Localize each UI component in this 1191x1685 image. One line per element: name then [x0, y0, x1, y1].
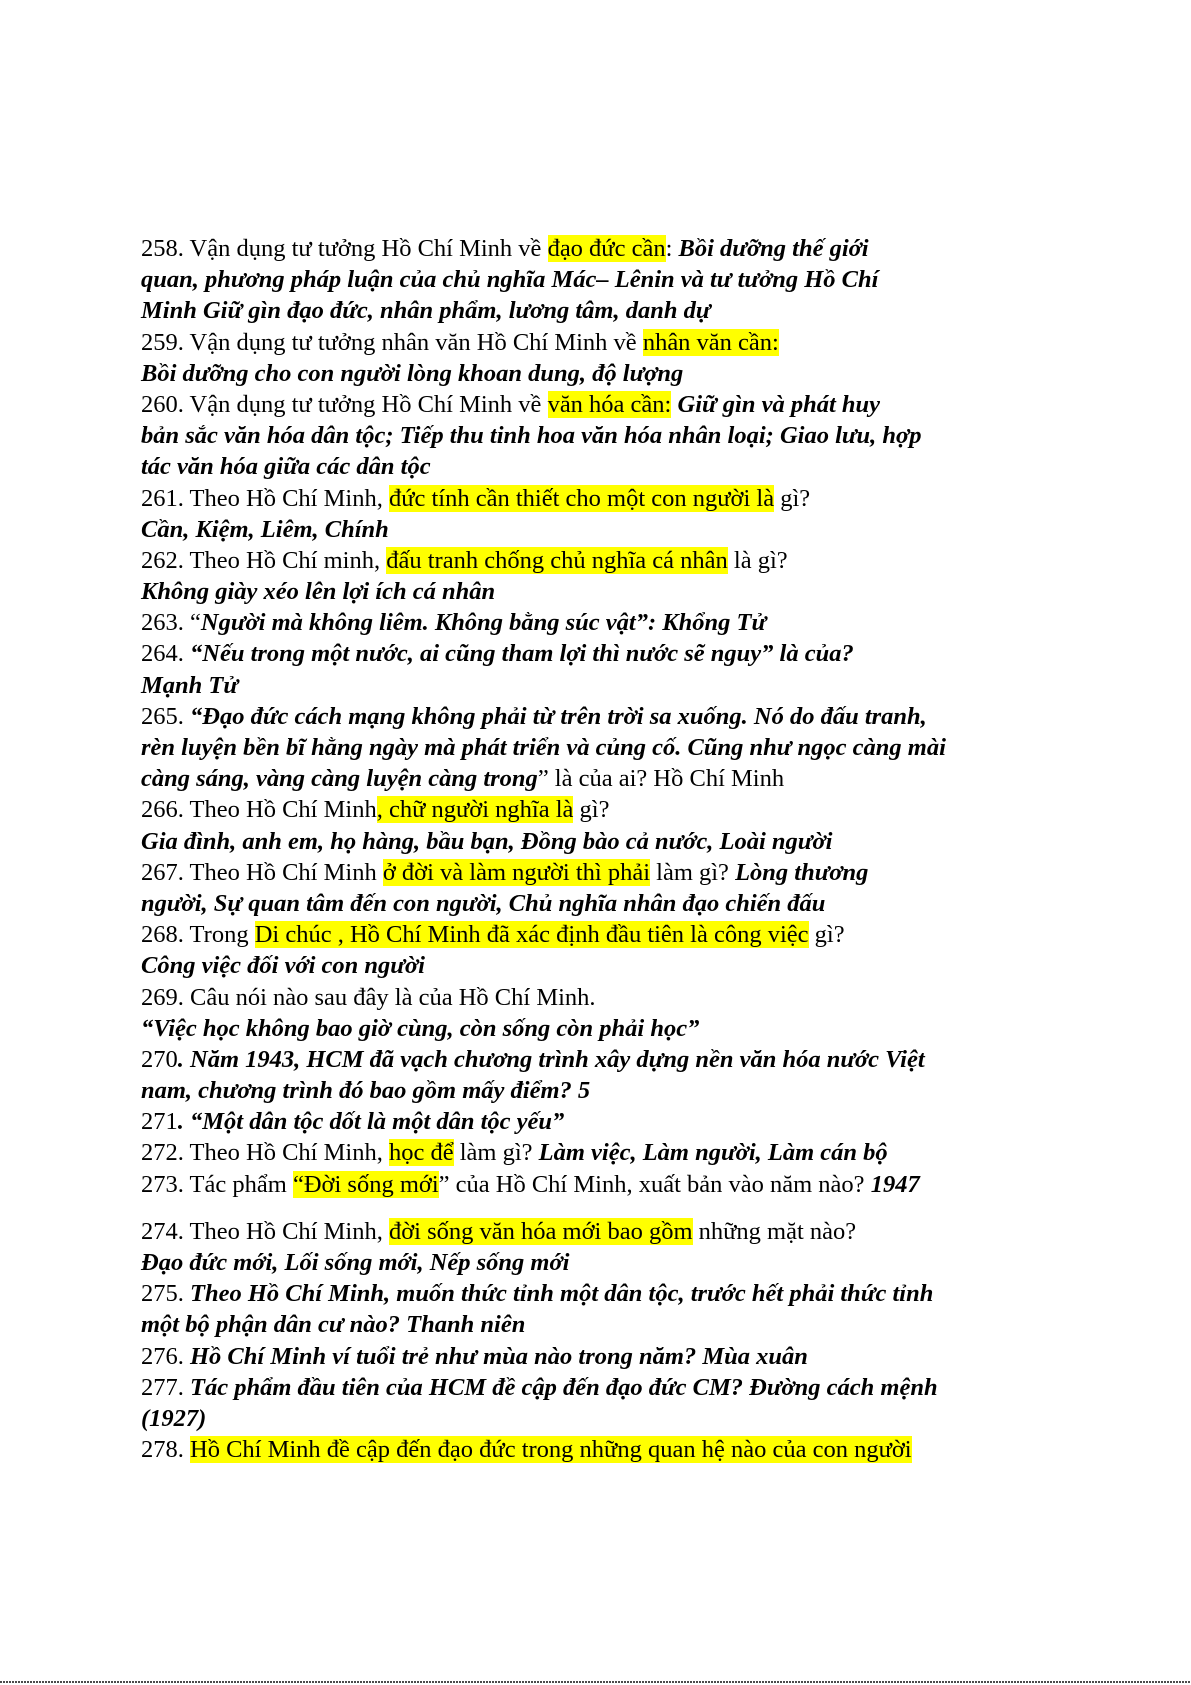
highlighted-text: đấu tranh chống chủ nghĩa cá nhân	[386, 546, 728, 574]
answer-text: 1947	[870, 1170, 920, 1198]
text-line	[141, 763, 1061, 794]
highlighted-text: Di chúc , Hồ Chí Minh đã xác định đầu tiên là công việc	[254, 921, 809, 949]
highlighted-text: học để	[388, 1139, 454, 1167]
text-line	[141, 732, 1061, 763]
text-line	[141, 1341, 1061, 1372]
text-line	[141, 919, 1061, 950]
answer-text: Bồi dưỡng thế giới	[678, 235, 869, 262]
answer-text: người, Sự quan tâm đến con người, Chủ nghĩa nhân đạo chiến đấu	[141, 889, 826, 917]
answer-text: Làm việc, Làm người, Làm cán bộ	[538, 1139, 888, 1167]
highlighted-text: Hồ Chí Minh đề cập đến đạo đức trong những quan hệ nào của con người	[190, 1436, 912, 1464]
text-line	[141, 1013, 1061, 1044]
answer-text: tác văn hóa giữa các dân tộc	[141, 453, 431, 481]
page-bottom-rule	[0, 1681, 1191, 1683]
text-line	[141, 514, 1061, 545]
answer-text: Người mà không liêm. Không bằng súc vật”: Khổng Tử	[200, 609, 767, 637]
answer-text: rèn luyện bền bĩ hằng ngày mà phát triển và củng cố. Cũng như ngọc càng mài	[141, 734, 946, 761]
text-line	[141, 1403, 1061, 1434]
question-text: 261. Theo Hồ Chí Minh,	[141, 484, 389, 512]
question-text: 275.	[141, 1280, 190, 1308]
question-text: 268. Trong	[141, 921, 255, 949]
text-line	[141, 483, 1061, 514]
answer-text: “Đạo đức cách mạng không phải từ trên trời sa xuống. Nó do đấu tranh,	[190, 702, 927, 730]
answer-text: “Nếu trong một nước, ai cũng tham lợi thì nước sẽ nguy” là của?	[190, 640, 854, 668]
question-text: 271	[141, 1108, 178, 1136]
answer-text: bản sắc văn hóa dân tộc; Tiếp thu tinh hoa văn hóa nhân loại; Giao lưu, hợp	[141, 422, 922, 450]
text-line	[141, 233, 1061, 264]
question-text: 276.	[141, 1342, 190, 1370]
text-line	[141, 670, 1061, 701]
question-text: 262. Theo Hồ Chí minh,	[141, 546, 387, 574]
text-line	[141, 1137, 1061, 1168]
question-text: ” của Hồ Chí Minh, xuất bản vào năm nào?	[438, 1170, 871, 1198]
highlighted-text: nhân văn cần:	[642, 328, 779, 356]
question-text: gì?	[808, 921, 845, 949]
highlighted-text: , chữ người nghĩa là	[376, 796, 574, 824]
text-line	[141, 295, 1061, 326]
answer-text: Bồi dưỡng cho con người lòng khoan dung, độ lượng	[141, 359, 684, 387]
text-line	[141, 888, 1061, 919]
paragraph-gap	[141, 1200, 1061, 1216]
question-text: 273. Tác phẩm	[141, 1170, 293, 1198]
answer-text: (1927)	[141, 1404, 207, 1432]
question-text: 265.	[141, 702, 190, 730]
text-line	[141, 1372, 1061, 1403]
answer-text: quan, phương pháp luận của chủ nghĩa Mác– Lênin và tư tưởng Hồ Chí	[141, 266, 879, 294]
text-line	[141, 1106, 1061, 1137]
question-text: làm gì?	[453, 1139, 539, 1167]
answer-text: . “Một dân tộc dốt là một dân tộc yếu”	[177, 1108, 565, 1136]
text-line	[141, 794, 1061, 825]
answer-text: “Việc học không bao giờ cùng, còn sống còn phải học”	[141, 1014, 700, 1042]
answer-text: Mạnh Tử	[141, 671, 239, 699]
answer-text: Tác phẩm đầu tiên của HCM đề cập đến đạo đức CM? Đường cách mệnh	[190, 1373, 938, 1401]
answer-text: Gia đình, anh em, họ hàng, bầu bạn, Đồng bào cả nước, Loài người	[141, 827, 833, 855]
question-text: làm gì?	[650, 858, 736, 886]
highlighted-text: đức tính cần thiết cho một con người là	[388, 484, 775, 512]
question-text: 260. Vận dụng tư tưởng Hồ Chí Minh về	[141, 390, 548, 418]
text-line	[141, 857, 1061, 888]
text-line	[141, 950, 1061, 981]
question-text: 270	[141, 1045, 178, 1073]
question-text: 269. Câu nói nào sau đây là của Hồ Chí Minh.	[141, 983, 596, 1011]
question-text: 267. Theo Hồ Chí Minh	[141, 858, 383, 886]
text-line	[141, 607, 1061, 638]
answer-text: Giữ gìn và phát huy	[677, 390, 881, 418]
question-text: 259. Vận dụng tư tưởng nhân văn Hồ Chí Minh về	[141, 328, 643, 356]
question-text: 263. “	[141, 609, 201, 637]
text-line	[141, 1169, 1061, 1200]
question-text: 277.	[141, 1373, 190, 1401]
answer-text: một bộ phận dân cư nào? Thanh niên	[141, 1311, 526, 1339]
text-line	[141, 389, 1061, 420]
text-line	[141, 576, 1061, 607]
text-line	[141, 451, 1061, 482]
text-line	[141, 264, 1061, 295]
answer-text: Minh Giữ gìn đạo đức, nhân phẩm, lương tâm, danh dự	[141, 297, 711, 325]
text-line	[141, 420, 1061, 451]
answer-text: . Năm 1943, HCM đã vạch chương trình xây dựng nền văn hóa nước Việt	[177, 1045, 925, 1073]
text-line	[141, 826, 1061, 857]
text-line	[141, 1434, 1061, 1465]
highlighted-text: văn hóa cần:	[547, 390, 672, 418]
text-line	[141, 701, 1061, 732]
answer-text: Công việc đối với con người	[141, 952, 425, 980]
document-body	[141, 233, 1061, 1465]
answer-text: Theo Hồ Chí Minh, muốn thức tỉnh một dân tộc, trước hết phải thức tỉnh	[190, 1280, 934, 1308]
text-line	[141, 1278, 1061, 1309]
text-line	[141, 1216, 1061, 1247]
text-line	[141, 545, 1061, 576]
text-line	[141, 1044, 1061, 1075]
question-text: 258. Vận dụng tư tưởng Hồ Chí Minh về	[141, 235, 548, 262]
text-line	[141, 1247, 1061, 1278]
answer-text: nam, chương trình đó bao gồm mấy điểm? 5	[141, 1077, 591, 1105]
highlighted-text: đời sống văn hóa mới bao gồm	[388, 1217, 693, 1245]
answer-text: Cần, Kiệm, Liêm, Chính	[141, 515, 389, 543]
question-text: 266. Theo Hồ Chí Minh	[141, 796, 377, 824]
answer-text: Không giày xéo lên lợi ích cá nhân	[141, 578, 496, 606]
question-text: 274. Theo Hồ Chí Minh,	[141, 1217, 389, 1245]
text-line	[141, 327, 1061, 358]
question-text: là gì?	[727, 546, 788, 574]
question-text: :	[665, 235, 679, 262]
question-text: 278.	[141, 1436, 190, 1464]
answer-text: Hồ Chí Minh ví tuổi trẻ như mùa nào trong năm? Mùa xuân	[190, 1342, 808, 1370]
question-text: 272. Theo Hồ Chí Minh,	[141, 1139, 389, 1167]
question-text: gì?	[774, 484, 811, 512]
answer-text: Lòng thương	[735, 858, 869, 886]
answer-text: Đạo đức mới, Lối sống mới, Nếp sống mới	[141, 1249, 570, 1276]
answer-text: càng sáng, vàng càng luyện càng trong	[141, 765, 538, 793]
question-text: gì?	[573, 796, 610, 824]
text-line	[141, 358, 1061, 389]
question-text: những mặt nào?	[692, 1217, 857, 1245]
highlighted-text: “Đời sống mới	[292, 1170, 439, 1198]
highlighted-text: đạo đức cần	[547, 235, 666, 262]
text-line	[141, 638, 1061, 669]
text-line	[141, 1309, 1061, 1340]
highlighted-text: ở đời và làm người thì phải	[382, 858, 651, 886]
text-line	[141, 982, 1061, 1013]
text-line	[141, 1075, 1061, 1106]
question-text: 264.	[141, 640, 190, 668]
question-text: ” là của ai? Hồ Chí Minh	[537, 765, 785, 793]
